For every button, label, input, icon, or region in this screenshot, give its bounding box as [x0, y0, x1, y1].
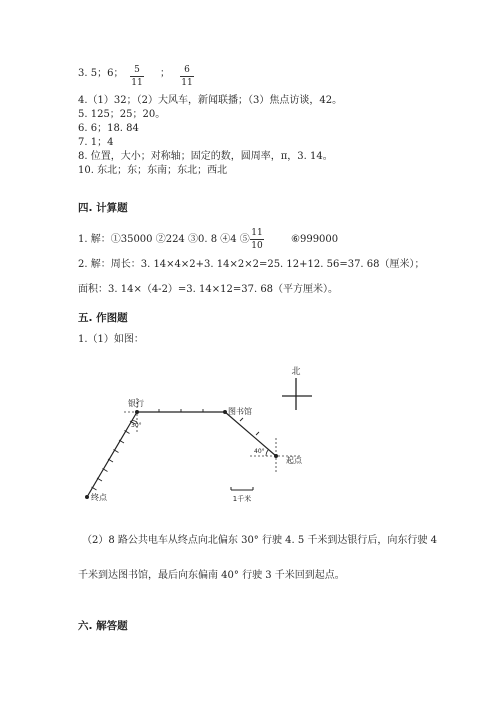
answer-line-10: 10. 东北；东；东南；东北；西北: [78, 165, 228, 176]
end-point: [85, 495, 89, 499]
fraction-denominator: 11: [131, 78, 143, 88]
answer-line-7: 7. 1；4: [78, 137, 114, 148]
calc-line-2: 2. 解：周长：3. 14×4×2+3. 14×2×2=25. 12+12. 56=37. 68（厘米）；: [78, 259, 425, 270]
fraction-numerator: 5: [130, 65, 144, 77]
north-compass: [282, 365, 312, 410]
start-label: 起点: [286, 456, 302, 465]
section-4-heading: 四. 计算题: [78, 202, 128, 214]
angle-30-label: 30°: [131, 422, 142, 429]
section-6-heading: 六. 解答题: [78, 620, 128, 632]
fraction-numerator: 6: [180, 65, 194, 77]
fraction-denominator: 10: [251, 241, 263, 251]
drawing-item-2-line-2: 千米到达图书馆，最后向东偏南 40° 行驶 3 千米回到起点。: [78, 570, 345, 581]
angle-40-label: 40°: [254, 448, 265, 455]
answer-line-8: 8. 位置，大小；对称轴；固定的数，圆周率，π，3. 14。: [78, 151, 333, 162]
fraction-denominator: 11: [181, 78, 193, 88]
drawing-item-1: 1.（1）如图：: [78, 334, 144, 345]
calc-line-1-prefix: 1. 解：①35000 ②224 ③0. 8 ④4 ⑤: [78, 234, 250, 245]
end-label: 终点: [91, 493, 107, 502]
angle-40-arc: [266, 450, 269, 457]
bank-point: [135, 410, 139, 414]
calc-line-1-suffix: ⑥999000: [291, 234, 339, 245]
answer-3-separator: ；: [160, 68, 170, 79]
ticks-end-to-bank: [92, 421, 136, 490]
drawing-item-2-line-1: （2）8 路公共电车从终点向北偏东 30° 行驶 4. 5 千米到达银行后，向东行驶 4: [82, 535, 437, 546]
answer-line-5: 5. 125；25；20。: [78, 109, 166, 120]
north-label: 北: [291, 367, 301, 377]
calc-line-3: 面积：3. 14×（4-2）=3. 14×12=37. 68（平方厘米）。: [78, 284, 339, 295]
scale-label: 1千米: [232, 495, 252, 503]
scale-bar: [231, 487, 253, 503]
section-5-heading: 五. 作图题: [78, 312, 128, 324]
answer-line-6: 6. 6；18. 84: [78, 123, 139, 134]
answer-line-4: 4.（1）32；（2）大风车，新闻联播；（3）焦点访谈，42。: [78, 95, 343, 106]
start-point: [274, 454, 278, 458]
library-point: [223, 410, 227, 414]
route-segment-end-to-bank: [87, 412, 137, 497]
library-label: 图书馆: [228, 407, 252, 416]
fraction-numerator: 11: [251, 228, 263, 238]
bank-label: 银行: [128, 399, 144, 408]
answer-3-prefix: 3. 5；6；: [78, 68, 124, 79]
